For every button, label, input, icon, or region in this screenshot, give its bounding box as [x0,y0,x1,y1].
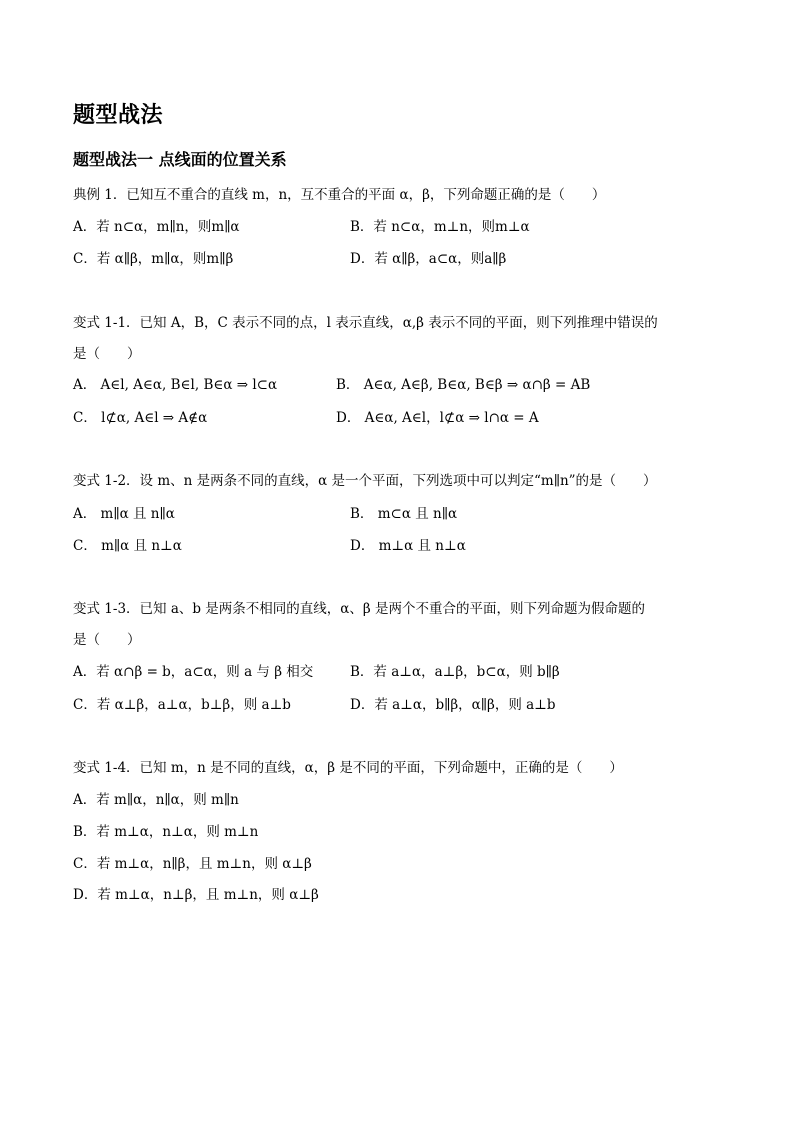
q4-stem-line2: 是（ ） [73,632,141,648]
q5-option-c: C．若 m⊥α，n∥β，且 m⊥n，则 α⊥β [73,856,312,872]
q5-stem: 变式 1-4．已知 m，n 是不同的直线，α，β 是不同的平面，下列命题中，正确的是（ ） [73,760,623,776]
q4-option-b: B．若 a⊥α，a⊥β，b⊂α，则 b∥β [350,664,560,680]
q1-stem: 典例 1．已知互不重合的直线 m，n，互不重合的平面 α，β，下列命题正确的是（ ） [73,187,606,203]
q3-option-b: B． m⊂α 且 n∥α [350,506,458,522]
q2-option-d: D． A∈α, A∈l，l⊄α ⇒ l∩α = A [336,410,539,426]
q4-option-a: A．若 α∩β = b，a⊂α，则 a 与 β 相交 [73,664,314,680]
q1-option-c: C．若 α∥β，m∥α，则m∥β [73,251,234,267]
q1-option-d: D．若 α∥β，a⊂α，则a∥β [350,251,507,267]
q5-option-d: D．若 m⊥α，n⊥β，且 m⊥n，则 α⊥β [73,887,319,903]
q4-option-d: D．若 a⊥α，b∥β，α∥β，则 a⊥b [350,697,556,713]
q2-option-a: A． A∈l, A∈α, B∈l, B∈α ⇒ l⊂α [73,377,278,393]
q2-stem-line1: 变式 1-1．已知 A，B，C 表示不同的点，l 表示直线，α,β 表示不同的平面，则下列推理中错误的 [73,315,658,331]
q2-option-b: B． A∈α, A∈β, B∈α, B∈β ⇒ α∩β = AB [336,377,591,393]
q2-option-c: C． l⊄α, A∈l ⇒ A∉α [73,410,208,426]
q3-stem: 变式 1-2．设 m、n 是两条不同的直线，α 是一个平面，下列选项中可以判定“m∥n”的是（ ） [73,473,657,489]
q1-option-b: B．若 n⊂α，m⊥n，则m⊥α [350,219,530,235]
q5-option-a: A．若 m∥α，n∥α，则 m∥n [73,792,239,808]
q4-stem-line1: 变式 1-3．已知 a、b 是两条不相同的直线，α、β 是两个不重合的平面，则下列命题为假命题的 [73,601,646,617]
section-title: 题型战法一 点线面的位置关系 [73,150,287,169]
q3-option-d: D． m⊥α 且 n⊥α [350,538,466,554]
q2-stem-line2: 是（ ） [73,346,141,362]
q3-option-a: A． m∥α 且 n∥α [73,506,175,522]
page-title: 题型战法 [73,103,164,128]
q4-option-c: C．若 α⊥β，a⊥α，b⊥β，则 a⊥b [73,697,291,713]
q3-option-c: C． m∥α 且 n⊥α [73,538,182,554]
q5-option-b: B．若 m⊥α，n⊥α，则 m⊥n [73,824,259,840]
q1-option-a: A．若 n⊂α，m∥n，则m∥α [73,219,240,235]
